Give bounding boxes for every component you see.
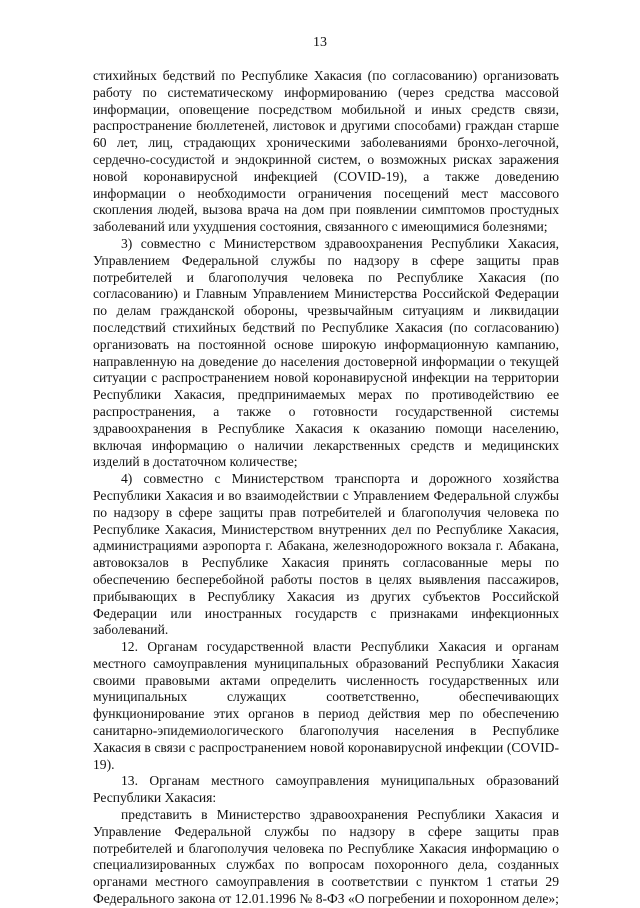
paragraph-continuation: стихийных бедствий по Республике Хакасия (по согласованию) организовать работу по систематическому информированию (через средства массовой информации, оповещение посредством мобильной и иных средств связи, распространение бюллетеней, листовок и другими способами) граждан старше 60 лет, лиц, страдающих хроническими заболеваниями бронхо-легочной, сердечно-сосудистой и эндокринной систем, о возможных рисках заражения новой коронавирусной инфекцией (COVID-19), а также доведению информации о необходимости ограничения посещений мест массового скопления людей, вызова врача на дом при появлении симптомов простудных заболеваний или ухудшения состояния, связанного с имеющимися болезнями;: [93, 68, 559, 235]
paragraph-clause-13-body: представить в Министерство здравоохранения Республики Хакасия и Управление Федеральной службы по надзору в сфере защиты прав потребителей и благополучия человека по Республике Хакасия информацию о специализированных службах по вопросам похоронного дела, созданных органами местного самоуправления в соответствии с пунктом 1 статьи 29 Федерального закона от 12.01.1996 № 8-ФЗ «О погребении и похоронном деле»;: [93, 807, 559, 907]
paragraph-item-3: 3) совместно с Министерством здравоохранения Республики Хакасия, Управлением Федеральной службы по надзору в сфере защиты прав потребителей и благополучия человека по Республике Хакасия (по согласованию) и Главным Управлением Министерства Российской Федерации по делам гражданской обороны, чрезвычайным ситуациям и ликвидации последствий стихийных бедствий по Республике Хакасия (по согласованию) организовать на постоянной основе широкую информационную кампанию, направленную на доведение до населения достоверной информации о текущей ситуации с распространением новой коронавирусной инфекции на территории Республики Хакасия, предпринимаемых мерах по противодействию ее распространения, а также о готовности государственной системы здравоохранения в Республике Хакасия к оказанию помощи населению, включая информацию о наличии лекарственных средств и медицинских изделий в достаточном количестве;: [93, 235, 559, 470]
paragraph-clause-12: 12. Органам государственной власти Республики Хакасия и органам местного самоуправления муниципальных образований Республики Хакасия своими правовыми актами определить численность государственных или муниципальных служащих соответственно, обеспечивающих функционирование этих органов в период действия мер по обеспечению санитарно-эпидемиологического благополучия населения в Республике Хакасия в связи с распространением новой коронавирусной инфекции (COVID-19).: [93, 639, 559, 772]
document-body: [93, 68, 559, 908]
page-number: 13: [313, 35, 327, 50]
paragraph-item-4: 4) совместно с Министерством транспорта и дорожного хозяйства Республики Хакасия и во взаимодействии с Управлением Федеральной службы по надзору в сфере защиты прав потребителей и благополучия человека по Республике Хакасия, Министерством внутренних дел по Республике Хакасия, администрациями аэропорта г. Абакана, железнодорожного вокзала г. Абакана, автовокзалов в Республике Хакасия принять согласованные меры по обеспечению бесперебойной работы постов в целях выявления пассажиров, прибывающих в Республику Хакасия из других субъектов Российской Федерации или иностранных государств с признаками инфекционных заболеваний.: [93, 471, 559, 638]
paragraph-clause-13: 13. Органам местного самоуправления муниципальных образований Республики Хакасия:: [93, 773, 559, 806]
